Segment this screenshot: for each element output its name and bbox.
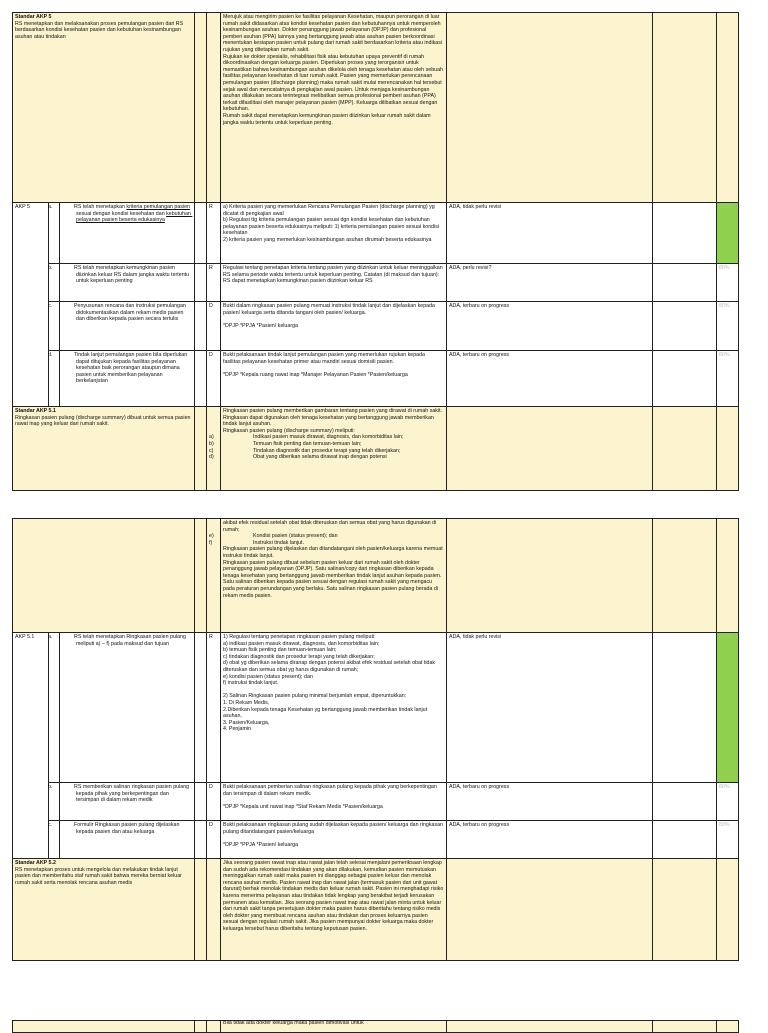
element-type: R (207, 203, 221, 264)
empty-cell (717, 407, 739, 491)
explanation-cell: Bila tidak ada dokter keluarga maka pasien dimotivasi untuk (221, 1021, 447, 1033)
empty-cell (195, 633, 207, 783)
criteria-cell: b. RS telah menetapkan kemungkinan pasien diizinkan keluar RS dalam jangka waktu tertentu untuk keperluan penting (60, 264, 195, 302)
criteria-cell: c. Penyusunan rencana dan instruksi pemulangan didokumentasikan dalam rekam medis pasien dan diberikan kepada pasien secara tertulis (60, 302, 195, 351)
criteria-cell: c. Formulir Ringkasan pasien pulang dijelaskan kepada pasien dan atau keluarga (60, 821, 195, 859)
empty-cell (195, 783, 207, 821)
criteria-row (13, 783, 739, 821)
evidence-cell: 1) Regulasi tentang penetapan ringkasan pasien pulang meliputi: a) indikasi pasien masuk dirawat, diagnosis, dan komorbiditas lain; b) temuan fisik penting dan temuan-temuan lain; c) tindakan diagnostik dan prosedur terapi yang telah dikerjakan; d) obat yg diberikan selama diranap dengan potensi akibat efek residual setelah obat tidak diteruskan dan semua obat yg harus digunakan di rumah; e) kondisi pasien (status present); dan f) instruksi tindak lanjut. 2) Salinan Ringkasan pasien pulang minimal berjumlah empat, diperuntukkan: 1. Di Rekam Medis, 2.Diberikan kepada tenaga Kesehatan yg bertanggung jawab memberikan tindak lanjut asuhan, 3. Pasien/Keluarga, 4. Penjamin (221, 633, 447, 783)
element-type: D (207, 351, 221, 407)
document-page-3 (0, 1014, 768, 1024)
empty-cell (717, 1021, 739, 1033)
criteria-letter: c. (48, 822, 53, 828)
status-cell: ADA, tidak perlu revisi (447, 633, 653, 783)
akp5-table (12, 12, 739, 491)
standard-description: RS menetapkan dan melaksanakan proses pemulangan pasien dari RS berdasarkan kondisi kesehatan pasien dan kebutuhan kesinambungan asuhan atau tindakan (15, 20, 185, 40)
list-item: c) Tindakan diagnostik dan prosedur terapi yang telah dikerjakan; (209, 447, 401, 454)
element-type: R (207, 633, 221, 783)
explanation-cell: Merujuk atau mengirim pasien ke fasilitas pelayanan Kesehatan, maupun perorangan di luar rumah sakit didasarkan atas kondisi kesehatan pasien dan kebutuhannya untuk memperoleh kesinambungan asuhan. Dokter penanggung jawab pelayanan (DPJP) dan profesional pemberi asuhan (PPA) lainnya yang bertanggung jawab atas asuhan pasien berkoordinasi menentukan kesiapan pasien untuk pulang dari rumah sakit berdasarkan kriteria atau indikasi rujukan yang ditetapkan rumah sakit. Rujukan ke dokter spesialis, rehabilitasi fisik atau kebutuhan upaya preventif di rumah dikoordinasikan dengan keluarga pasien. Diperlukan proses yang terorganisir untuk memastikan bahwa kesinambungan asuhan dikelola oleh tenaga kesehatan atau oleh sebuah fasilitas pelayanan kesehatan di luar rumah sakit. Pasien yang memerlukan perencanaan pemulangan pasien (discharge planning) maka rumah sakit mulai merencanakan hal tersebut sejak awal dan mencatatnya di pengkajian awal pasien. Untuk menjaga kesinambungan asuhan dilakukan secara terintegrasi melibatkan semua profesional pemberi asuhan (PPA) terkait difasilitasi oleh manajer pelayanan pasien (MPP). Keluarga dilibatkan sesuai dengan kebutuhan. Rumah sakit dapat menetapkan kemungkinan pasien diizinkan keluar rumah sakit dalam jangka waktu tertentu untuk keperluan penting. (221, 13, 447, 203)
score-cell: 80% (717, 783, 739, 821)
criteria-cell: b. RS memberikan salinan ringkasan pasien pulang kepada pihak yang berkepentingan dan tersimpan di dalam rekam medik (60, 783, 195, 821)
explanation-cell: Ringkasan pasien pulang memberikan gambaran tentang pasien yang dirawat di rumah sakit. Ringkasan dapat digunakan oleh tenaga kesehatan yang bertanggung jawab memberikan tindak lanjut asuhan. Ringkasan pasien pulang (discharge summary) meliputi: a) Indikasi pasien masuk dirawat, diagnosis, dan komorbiditas lain; b) Temuan fisik penting dan temuan-temuan lain; c) Tindakan diagnostik dan prosedur terapi yang telah dikerjakan; d) Obat yang diberikan selama dirawat inap dengan potensi (221, 407, 447, 491)
criteria-letter: b. (48, 265, 53, 271)
criteria-row (13, 302, 739, 351)
standard-cell (13, 859, 195, 961)
empty-cell (207, 1021, 221, 1033)
status-cell: ADA, perlu revisi? (447, 264, 653, 302)
empty-cell (717, 859, 739, 961)
evidence-cell: a) Kriteria pasien yang memerlukan Rencana Pemulangan Pasien (discharge planning) yg dicatat di pengkajian awal b) Regulasi ttg kriteria pemulangan pasien sesuai dgn kondisi kesehatan dan kebutuhan pelayanan pasien beserta edukasinya meliputi: 1) kriteria pemulangan pasien sesuai kondisi kesehatan 2) kriteria pasien yang memerlukan kesinambungan asuhan dirumah beserta edukasinya (221, 203, 447, 264)
element-type: D (207, 821, 221, 859)
empty-cell (13, 519, 195, 633)
standard-code: AKP 5.1 (13, 633, 49, 859)
status-cell: ADA, terbaru on progress (447, 783, 653, 821)
status-cell: ADA, terbaru on progress (447, 821, 653, 859)
criteria-cell: d. Tindak lanjut pemulangan pasien bila diperlukan dapat ditujukan kepada fasilitas pelayanan kesehatan baik perorangan ataupun dimana pasien untuk memberikan pelayanan berkelanjutan (60, 351, 195, 407)
empty-cell (195, 302, 207, 351)
criteria-row (13, 203, 739, 264)
empty-cell (447, 13, 653, 203)
standard-title: Standar AKP 5.2 (15, 860, 56, 866)
empty-cell (447, 1021, 653, 1033)
status-cell: ADA, terbaru on progress (447, 351, 653, 407)
standard-code: AKP 5 (13, 203, 49, 407)
standard-description: Ringkasan pasien pulang (discharge summary) dibuat untuk semua pasien rawat inap yang keluar dari rumah sakit. (15, 414, 192, 428)
list-item: a) Indikasi pasien masuk dirawat, diagnosis, dan komorbiditas lain; (209, 434, 404, 441)
standard-description: RS menetapkan proses untuk mengelola dan melakukan tindak lanjut pasien dan memberitahu staf rumah sakit bahwa mereka berniat keluar rumah sakit serta menolak rencana asuhan medis (15, 866, 184, 886)
empty-cell (195, 1021, 207, 1033)
empty-cell (653, 13, 717, 203)
element-type: D (207, 302, 221, 351)
document-page-2 (0, 506, 768, 966)
criteria-cell: a. RS telah menetapkan Ringkasan pasien pulang meliputi a) – f) pada maksud dan tujuan (60, 633, 195, 783)
empty-cell (49, 351, 60, 407)
list-item: e) Kondisi pasien (status present); dan (209, 533, 338, 540)
empty-cell (653, 302, 717, 351)
empty-cell (195, 13, 207, 203)
empty-cell (195, 821, 207, 859)
list-item: f) Instruksi tindak lanjut. (209, 539, 304, 546)
standard-title: Standar AKP 5 (15, 14, 52, 20)
empty-cell (717, 13, 739, 203)
empty-cell (653, 203, 717, 264)
akp51-table (12, 518, 739, 961)
standard-row-akp52-cont (13, 1021, 739, 1033)
empty-cell (653, 783, 717, 821)
empty-cell (653, 1021, 717, 1033)
criteria-row (13, 633, 739, 783)
empty-cell (207, 13, 221, 203)
explanation-cell: akibat efek residual setelah obat tidak diteruskan dan semua obat yang harus digunakan di rumah; e) Kondisi pasien (status present); dan f) Instruksi tindak lanjut. Ringkasan pasien pulang dijelaskan dan ditandatangani oleh pasien/keluarga karena memuat instruksi tindak lanjut. Ringkasan pasien pulang dibuat sebelum pasien keluar dari rumah sakit oleh dokter penanggung jawab pelayanan (DPJP). Satu salinan/copy dari ringkasan diberikan kepada tenaga kesehatan yang bertanggung jawab memberikan tindak lanjut asuhan kepada pasien. Satu salinan diberikan kepada pasien sesuai dengan regulasi rumah sakit yang mengacu pada peraturan perundangan yang berlaku. Satu salinan ringkasan pasien pulang berada di rekam medis pasien. (221, 519, 447, 633)
evidence-cell: Bukti pelaksanaan tindak lanjut pemulangan pasien yang memerlukan rujukan kepada fasilitas pelayanan kesehatan primer atau mandiri sesuai domisili pasien. *DPJP *Kepala ruang rawat inap *Manajer Pelayanan Pasien *Pasien/keluarga (221, 351, 447, 407)
empty-cell (653, 859, 717, 961)
empty-cell (195, 203, 207, 264)
empty-cell (207, 859, 221, 961)
criteria-letter: b. (48, 784, 53, 790)
criteria-row (13, 351, 739, 407)
empty-cell (653, 519, 717, 633)
criteria-letter: a. (48, 204, 53, 210)
empty-cell (653, 351, 717, 407)
standard-row-akp52 (13, 859, 739, 961)
standard-row-akp51-cont (13, 519, 739, 633)
empty-cell (49, 203, 60, 264)
underlined-term: kebutuhan pelayanan pasien beserta edukasinya (76, 210, 193, 224)
status-cell: ADA, terbaru on progress (447, 302, 653, 351)
empty-cell (195, 519, 207, 633)
empty-cell (195, 859, 207, 961)
empty-cell (13, 1021, 195, 1033)
evidence-cell: Bukti dalam ringkasan pasien pulang memuat instruksi tindak lanjut dan dijelaskan kepada pasien/ keluarga serta ditanda tangani oleh pasien/ keluarga. *DPJP *PPJA *Pasien/ keluarga (221, 302, 447, 351)
criteria-letter: c. (48, 303, 53, 309)
empty-cell (447, 519, 653, 633)
standard-cell (13, 13, 195, 203)
evidence-cell: Bukti pelaksanaan pemberian salinan ringkasan pulang kepada pihak yang berkepentingan dan tersimpan di dalam rekam medik. *DPJP *Kepala unit rawat inap *Staf Rekam Medis *Pasien/keluarga (221, 783, 447, 821)
empty-cell (195, 407, 207, 491)
score-cell: 80% (717, 302, 739, 351)
criteria-letter: d. (48, 352, 53, 358)
empty-cell (653, 633, 717, 783)
explanation-cell: Jika seorang pasien rawat inap atau rawat jalan telah selesai menjalani pemeriksaan lengkap dan sudah ada rekomendasi tindakan yang akan dilakukan, kemudian pasien memutuskan meninggalkan rumah sakit maka pasien ini dianggap sebagai pasien keluar dan menolak rencana asuhan medis. Pasien rawat inap dan rawat jalan (termasuk pasien dari unit gawat darurat) berhak menolak tindakan medis dan keluar rumah sakit. Pasien ini menghadapi risiko karena menerima pelayanan atau tindakan tidak lengkap yang berakibat terjadi kerusakan permanen atau kematian. Jika seorang pasien rawat inap atau rawat jalan minta untuk keluar dari rumah sakit tanpa persetujuan dokter maka pasien harus diberitahu tentang risiko medis oleh dokter yang membuat rencana asuhan atau tindakan dan proses keluarnya pasien sesuai dengan regulasi rumah sakit. Jika pasien mempunyai dokter keluarga maka dokter keluarga tersebut harus diberitahu tentang keputusan pasien. (221, 859, 447, 961)
empty-cell (653, 264, 717, 302)
empty-cell (195, 264, 207, 302)
element-type: R (207, 264, 221, 302)
empty-cell (717, 519, 739, 633)
empty-cell (195, 351, 207, 407)
empty-cell (447, 407, 653, 491)
akp52-cont-table (12, 1020, 739, 1033)
evidence-cell: Bukti pelaksanaan ringkasan pulang sudah dijelaskan kepada pasien/ keluarga dan ringkasan pulang ditandatangani pasien/keluarga *DPJP *PPJA *Pasien/ keluarga (221, 821, 447, 859)
document-page-1 (0, 0, 768, 492)
empty-cell (49, 633, 60, 783)
list-item: b) Temuan fisik penting dan temuan-temuan lain; (209, 440, 362, 447)
score-cell: 80% (717, 821, 739, 859)
standard-row-akp5 (13, 13, 739, 203)
evidence-cell: Regulasi tentang penetapan kriteria tentang pasien yang diizinkan untuk keluar meninggalkan RS selama periode waktu tertentu untuk keperluan penting. Catatan (di maksud dan tujuan): RS dapat menetapkan kemungkinan pasien diizinkan keluar RS (221, 264, 447, 302)
criteria-row (13, 264, 739, 302)
empty-cell (447, 859, 653, 961)
score-cell: 80% (717, 264, 739, 302)
status-cell: ADA, tidak perlu revisi (447, 203, 653, 264)
element-type: D (207, 783, 221, 821)
score-cell: 80% (717, 351, 739, 407)
underlined-term: kriteria pemulangan pasien (126, 204, 191, 210)
standard-row-akp51 (13, 407, 739, 491)
score-cell: 100% (717, 203, 739, 264)
empty-cell (653, 407, 717, 491)
criteria-row (13, 821, 739, 859)
list-item: d) Obat yang diberikan selama dirawat inap dengan potensi (209, 454, 387, 461)
standard-title: Standar AKP 5.1 (15, 408, 56, 414)
criteria-letter: a. (48, 634, 53, 640)
criteria-cell: a. RS telah menetapkan kriteria pemulangan pasien sesuai dengan kondisi kesehatan dan kebutuhan pelayanan pasien beserta edukasinya (60, 203, 195, 264)
empty-cell (653, 821, 717, 859)
standard-cell (13, 407, 195, 491)
score-cell: 100% (717, 633, 739, 783)
